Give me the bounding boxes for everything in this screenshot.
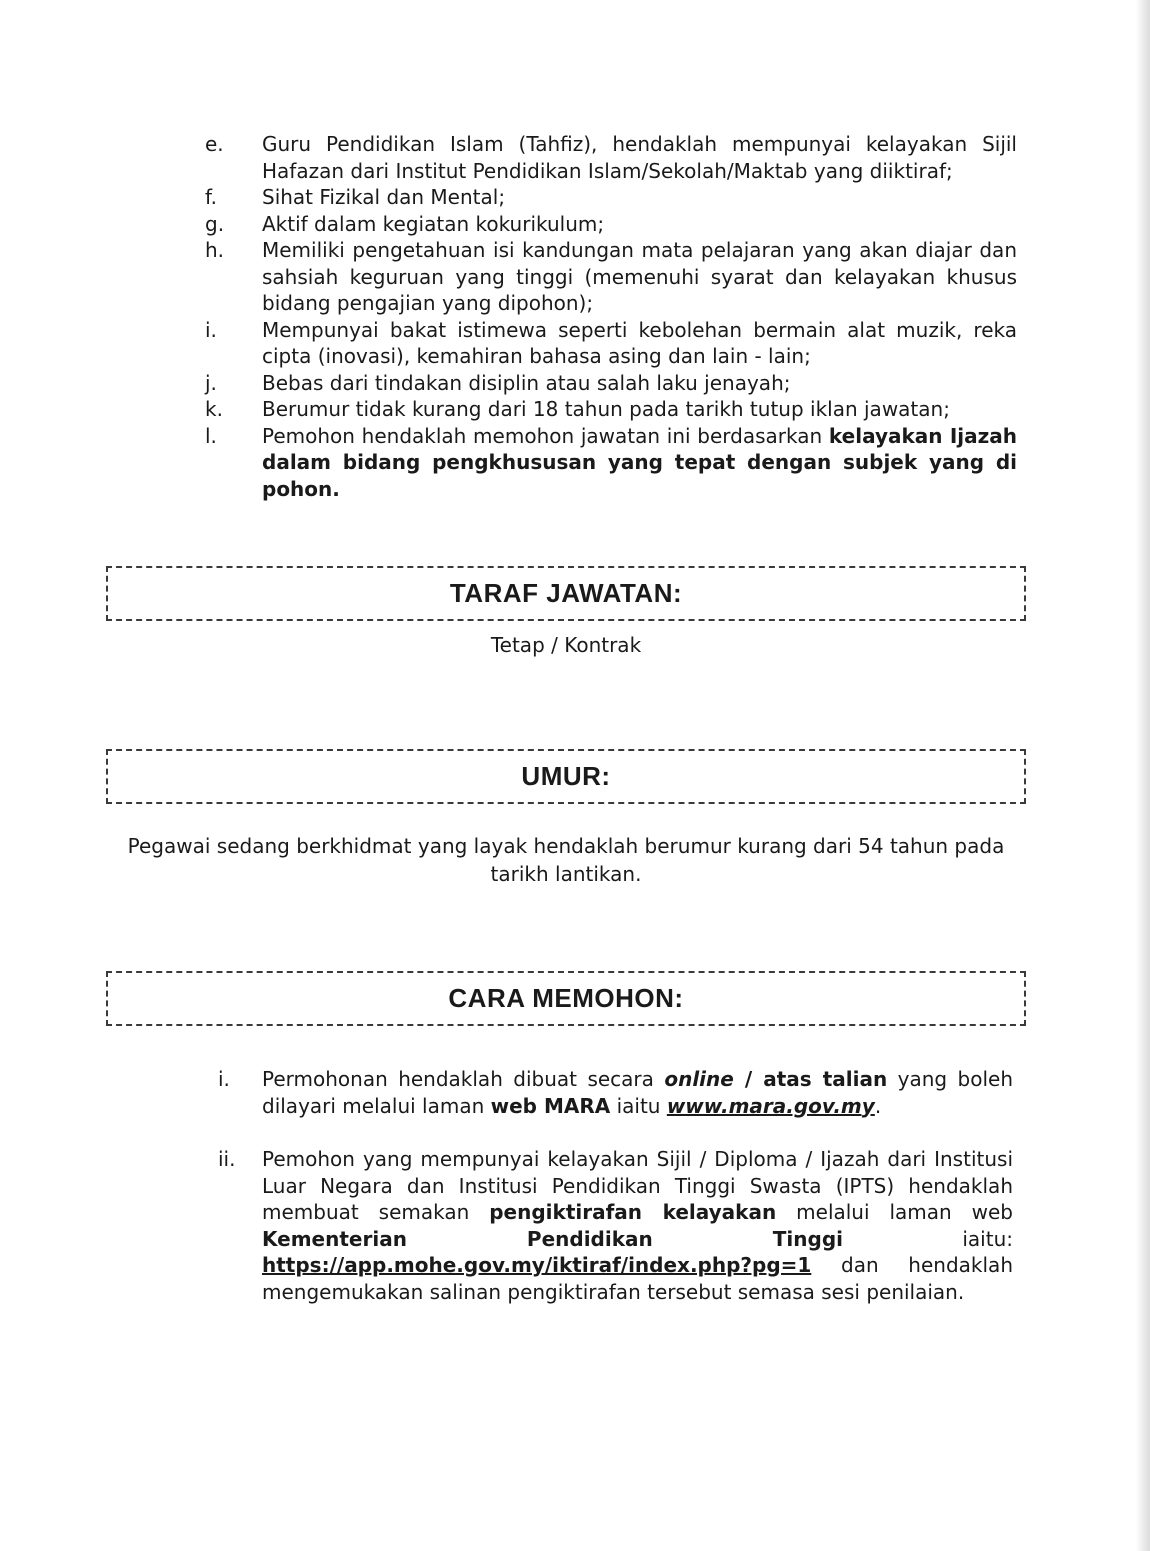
list-item — [205, 131, 1017, 184]
kementerian-emphasis: Kementerian Pendidikan Tinggi — [262, 1226, 843, 1251]
taraf-jawatan-heading: TARAF JAWATAN: — [449, 578, 683, 608]
text-run: yang boleh dilayari melalui laman — [262, 1067, 1014, 1118]
list-text-bold: kelayakan Ijazah dalam bidang pengkhususan yang tepat dengan subjek yang di pohon. — [262, 423, 1018, 501]
taraf-jawatan-box — [106, 566, 1026, 621]
mohe-iktiraf-link[interactable]: https://app.mohe.gov.my/iktiraf/index.php?pg=1 — [262, 1253, 812, 1277]
list-text — [262, 1066, 1013, 1119]
pengiktirafan-emphasis: pengiktirafan kelayakan — [489, 1200, 777, 1224]
list-marker: i. — [205, 317, 217, 342]
umur-text-line2: tarikh lantikan. — [490, 862, 642, 886]
list-text — [262, 423, 1017, 503]
list-item — [205, 396, 1017, 423]
list-text: Sihat Fizikal dan Mental; — [262, 185, 506, 209]
list-marker: f. — [205, 185, 217, 209]
text-run: Pemohon yang mempunyai kelayakan Sijil / Diploma / Ijazah dari Institusi Luar Negara dan Institusi Pendidikan Tinggi Swasta (IPTS) hendaklah membuat semakan — [262, 1147, 1013, 1224]
list-marker: ii. — [218, 1147, 236, 1171]
list-item — [205, 237, 1017, 317]
list-text: Memiliki pengetahuan isi kandungan mata pelajaran yang akan diajar dan sahsiah keguruan yang tinggi (memenuhi syarat dan kelayakan khusus bidang pengajian yang dipohon); — [262, 238, 1017, 315]
cara-memohon-heading: CARA MEMOHON: — [448, 983, 684, 1013]
list-marker: g. — [205, 211, 225, 236]
web-mara-emphasis: web MARA — [490, 1093, 611, 1118]
list-text: Mempunyai bakat istimewa seperti kebolehan bermain alat muzik, reka cipta (inovasi), kemahiran bahasa asing dan lain - lain; — [262, 317, 1017, 368]
list-item — [205, 211, 1017, 238]
text-run: / — [733, 1067, 764, 1091]
list-text: Aktif dalam kegiatan kokurikulum; — [262, 211, 605, 236]
text-run: Permohonan hendaklah dibuat secara — [262, 1067, 665, 1091]
online-emphasis: online — [664, 1067, 734, 1091]
text-run: iaitu: — [842, 1226, 1013, 1251]
list-item — [205, 423, 1017, 503]
text-run: iaitu — [610, 1093, 667, 1118]
list-marker: i. — [218, 1067, 230, 1091]
umur-heading: UMUR: — [521, 761, 611, 791]
list-text: Guru Pendidikan Islam (Tahfiz), hendaklah mempunyai kelayakan Sijil Hafazan dari Institut Pendidikan Islam/Sekolah/Maktab yang diiktiraf; — [262, 132, 1017, 183]
list-item — [205, 1066, 1013, 1119]
list-item — [205, 1146, 1013, 1305]
umur-text-line1: Pegawai sedang berkhidmat yang layak hendaklah berumur kurang dari 54 tahun pada — [127, 834, 1005, 858]
list-item — [205, 370, 1017, 397]
list-marker: j. — [205, 370, 217, 395]
list-marker: l. — [205, 423, 217, 448]
umur-box — [106, 749, 1026, 804]
list-text: Berumur tidak kurang dari 18 tahun pada tarikh tutup iklan jawatan; — [262, 397, 950, 421]
list-marker: k. — [205, 397, 223, 421]
list-text-plain: Pemohon hendaklah memohon jawatan ini berdasarkan — [262, 423, 829, 448]
list-marker: h. — [205, 238, 225, 262]
list-item — [205, 184, 1017, 211]
list-text — [262, 1146, 1013, 1305]
text-run: melalui laman web — [776, 1200, 1013, 1224]
list-marker: e. — [205, 132, 224, 156]
taraf-jawatan-value: Tetap / Kontrak — [490, 633, 642, 657]
page-edge-shadow — [1136, 0, 1150, 1551]
list-item — [205, 317, 1017, 370]
text-run: dan hendaklah mengemukakan salinan pengiktirafan tersebut semasa sesi penilaian. — [262, 1253, 1013, 1304]
cara-memohon-box — [106, 971, 1026, 1026]
list-text: Bebas dari tindakan disiplin atau salah laku jenayah; — [262, 370, 791, 395]
mara-website-link[interactable]: www.mara.gov.my — [666, 1093, 875, 1118]
requirements-list — [205, 131, 1017, 502]
text-run: . — [874, 1093, 882, 1118]
atas-talian-emphasis: atas talian — [763, 1067, 888, 1091]
cara-memohon-list — [205, 1066, 1013, 1332]
